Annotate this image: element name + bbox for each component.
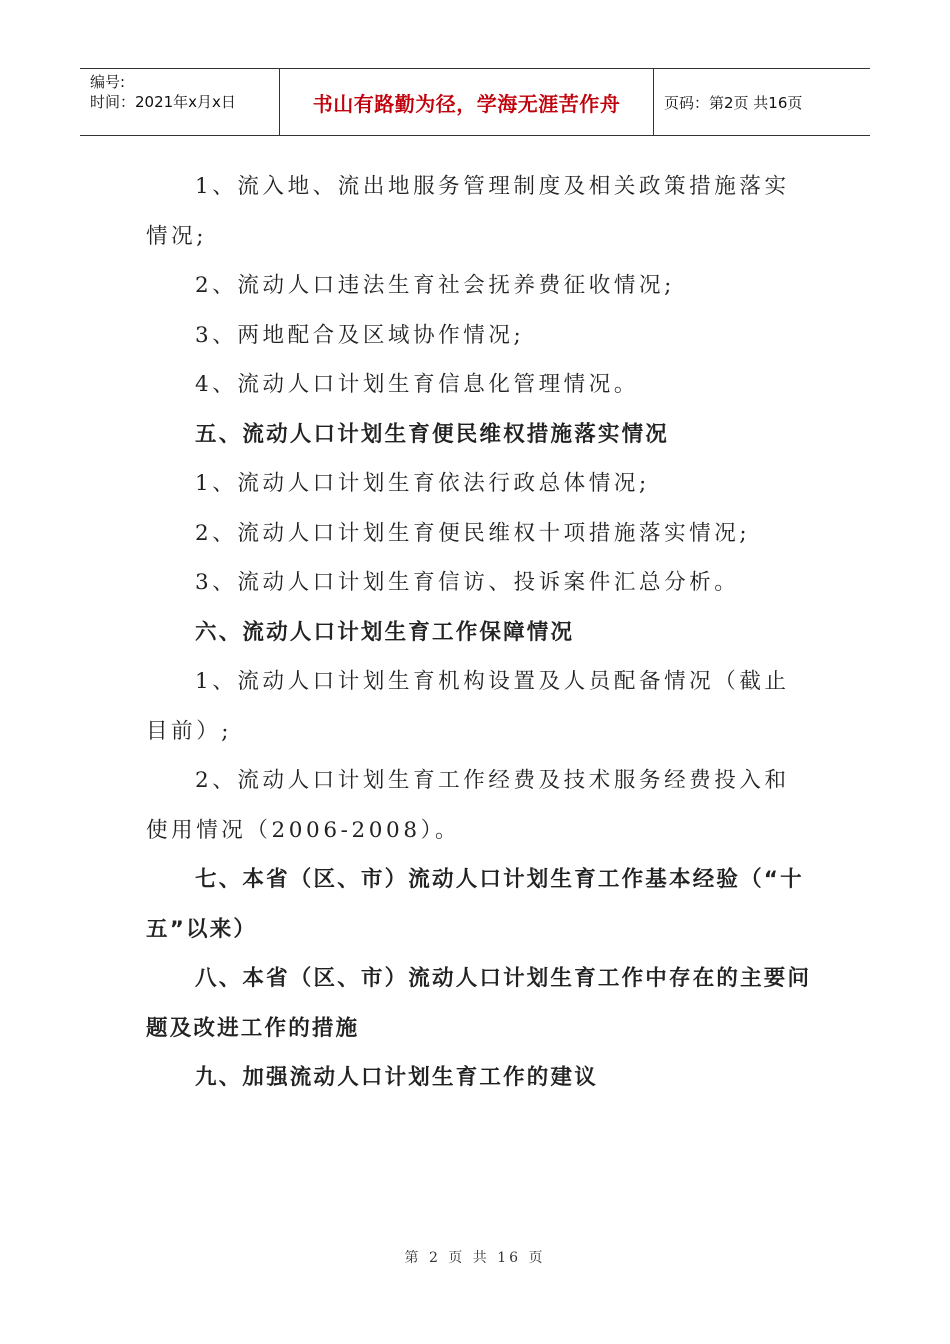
list-item: 2、流动人口计划生育工作经费及技术服务经费投入和使用情况（2006-2008）。 xyxy=(146,768,790,843)
section-heading: 八、本省（区、市）流动人口计划生育工作中存在的主要问题及改进工作的措施 xyxy=(146,966,812,1041)
header-meta xyxy=(80,69,280,135)
list-item: 1、流入地、流出地服务管理制度及相关政策措施落实情况; xyxy=(146,174,790,249)
document-time-label: 时间：2021年x月x日 xyxy=(90,93,236,111)
document-number-label: 编号: xyxy=(90,73,126,91)
list-item: 3、两地配合及区域协作情况; xyxy=(195,322,525,348)
section-heading: 六、流动人口计划生育工作保障情况 xyxy=(195,619,575,645)
section-heading: 五、流动人口计划生育便民维权措施落实情况 xyxy=(195,421,670,447)
list-item: 2、流动人口计划生育便民维权十项措施落实情况; xyxy=(195,520,751,546)
header-page-info: 页码：第2页 共16页 xyxy=(664,93,803,112)
list-item: 4、流动人口计划生育信息化管理情况。 xyxy=(195,372,639,397)
header-motto: 书山有路勤为径，学海无涯苦作舟 xyxy=(280,69,654,135)
document-body xyxy=(146,162,812,1103)
list-item: 1、流动人口计划生育机构设置及人员配备情况（截止目前）; xyxy=(146,669,790,744)
list-item: 2、流动人口违法生育社会抚养费征收情况; xyxy=(195,273,675,298)
section-heading: 七、本省（区、市）流动人口计划生育工作基本经验（“十五”以来） xyxy=(146,867,804,942)
section-heading: 九、加强流动人口计划生育工作的建议 xyxy=(195,1065,598,1090)
page-header xyxy=(80,68,870,136)
list-item: 1、流动人口计划生育依法行政总体情况; xyxy=(195,471,650,496)
page-footer: 第 2 页 共 16 页 xyxy=(404,1250,546,1266)
list-item: 3、流动人口计划生育信访、投诉案件汇总分析。 xyxy=(195,570,740,595)
